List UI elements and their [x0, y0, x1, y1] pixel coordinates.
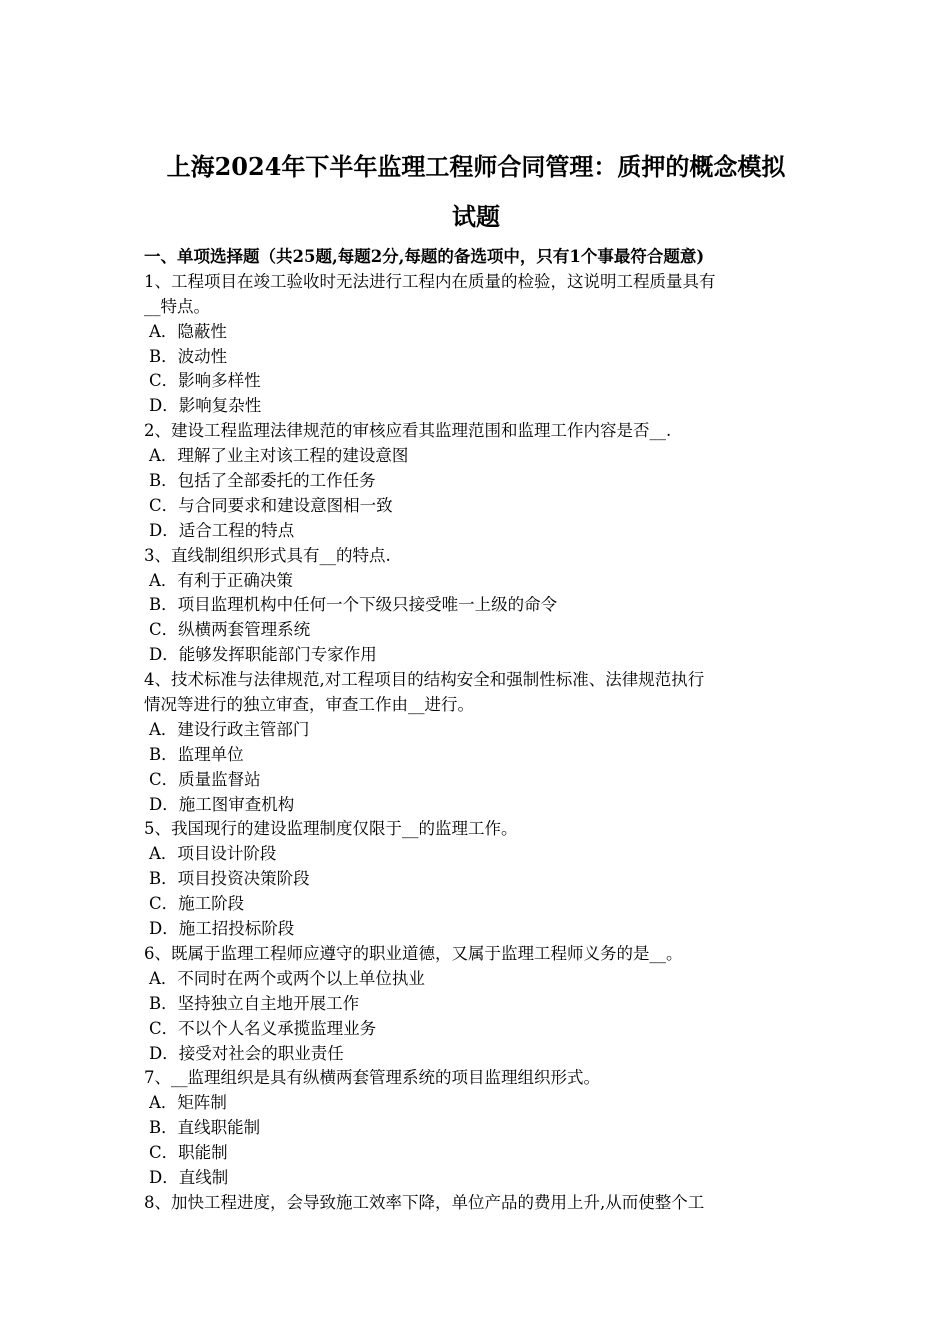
question-5-option-c: C．施工阶段	[149, 894, 245, 914]
question-7-option-b: B．直线职能制	[149, 1118, 261, 1138]
section-heading: 一、单项选择题（共25题,每题2分,每题的备选项中，只有1个事最符合题意)	[144, 247, 705, 266]
question-7-option-d: D．直线制	[149, 1167, 229, 1187]
question-4-option-a: A．建设行政主管部门	[149, 719, 310, 739]
question-3-stem-line-1: 3、直线制组织形式具有__的特点.	[144, 545, 391, 565]
question-1-option-b: B．波动性	[149, 346, 228, 366]
question-7-option-a: A．矩阵制	[149, 1093, 227, 1113]
question-6-option-b: B．坚持独立自主地开展工作	[149, 993, 360, 1013]
question-4-option-d: D．施工图审查机构	[149, 794, 295, 814]
question-2-option-d: D．适合工程的特点	[149, 520, 295, 540]
document-title-line-2: 试题	[452, 202, 500, 231]
question-4-stem-line-2: 情况等进行的独立审查，审查工作由__进行。	[144, 695, 474, 715]
question-1-stem-line-1: 1、工程项目在竣工验收时无法进行工程内在质量的检验，这说明工程质量具有	[144, 271, 716, 291]
question-3-option-a: A．有利于正确决策	[149, 570, 293, 590]
question-2-option-c: C．与合同要求和建设意图相一致	[149, 495, 393, 515]
question-5-option-d: D．施工招投标阶段	[149, 919, 295, 939]
document-body	[144, 245, 808, 1216]
question-1-option-c: C．影响多样性	[149, 371, 261, 391]
question-6-option-c: C．不以个人名义承揽监理业务	[149, 1018, 377, 1038]
question-7-stem-line-1: 7、__监理组织是具有纵横两套管理系统的项目监理组织形式。	[144, 1068, 600, 1088]
question-5-option-a: A．项目设计阶段	[149, 844, 277, 864]
question-3-option-d: D．能够发挥职能部门专家作用	[149, 645, 377, 665]
question-1-option-d: D．影响复杂性	[149, 396, 262, 416]
question-5-option-b: B．项目投资决策阶段	[149, 869, 310, 889]
question-3-option-b: B．项目监理机构中任何一个下级只接受唯一上级的命令	[149, 595, 558, 615]
question-7-option-c: C．职能制	[149, 1143, 228, 1163]
question-3-option-c: C．纵横两套管理系统	[149, 620, 311, 640]
question-2-option-b: B．包括了全部委托的工作任务	[149, 471, 376, 491]
question-5-stem-line-1: 5、我国现行的建设监理制度仅限于__的监理工作。	[144, 819, 518, 839]
question-4-stem-line-1: 4、技术标准与法律规范,对工程项目的结构安全和强制性标准、法律规范执行	[144, 670, 705, 690]
question-4-option-b: B．监理单位	[149, 744, 244, 764]
question-8-stem-line-1: 8、加快工程进度，会导致施工效率下降，单位产品的费用上升,从而使整个工	[144, 1192, 705, 1212]
question-1-stem-line-2: __特点。	[144, 296, 210, 316]
question-6-stem-line-1: 6、既属于监理工程师应遵守的职业道德，又属于监理工程师义务的是__。	[144, 943, 683, 963]
question-2-stem-line-1: 2、建设工程监理法律规范的审核应看其监理范围和监理工作内容是否__.	[144, 421, 672, 441]
question-1-option-a: A．隐蔽性	[149, 321, 227, 341]
question-4-option-c: C．质量监督站	[149, 769, 261, 789]
document-title-line-1: 上海2024年下半年监理工程师合同管理：质押的概念模拟	[166, 152, 786, 181]
question-2-option-a: A．理解了业主对该工程的建设意图	[149, 446, 409, 466]
question-6-option-a: A．不同时在两个或两个以上单位执业	[149, 968, 425, 988]
question-6-option-d: D．接受对社会的职业责任	[149, 1043, 344, 1063]
